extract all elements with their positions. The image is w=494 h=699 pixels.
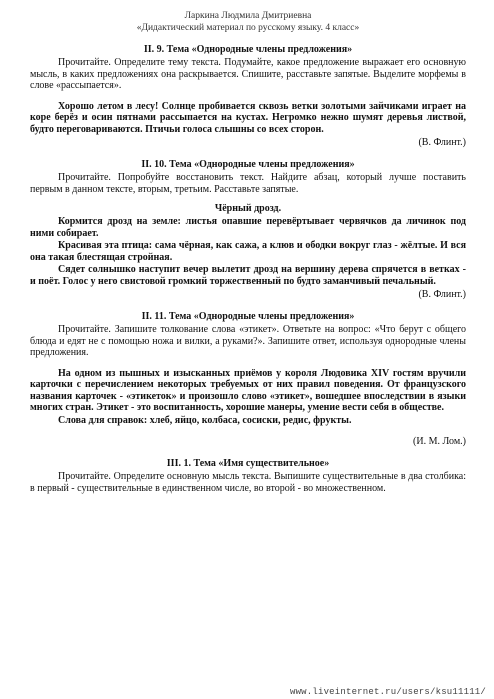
section-title: III. 1. Тема «Имя существительное» [166,458,330,469]
section-title: II. 9. Тема «Однородные члены предложения» [143,44,353,55]
text-title: Чёрный дрозд. [214,203,282,214]
exercise-paragraph: Сядет солнышко наступит вечер вылетит дрозд на вершину дерева спрячется в ветках - и поёт. Голос у него свистовой громкий торжественный по будто заманчивый печальный. [30,264,466,287]
watermark-url: www.liveinternet.ru/users/ksu11111/ [289,687,486,697]
document-page [30,10,466,494]
exercise-paragraph: Красивая эта птица: сама чёрная, как сажа, а клюв и ободки вокруг глаз - жёлтые. И вся она такая блестящая стройная. [30,240,466,263]
section-title: II. 11. Тема «Однородные члены предложения» [141,311,355,322]
task-text: Прочитайте. Запишите толкование слова «этикет». Ответьте на вопрос: «Что берут с общего блюда и едят не с помощью ножа и вилки, а руками?». Запишите ответ, используя однородные члены предложения. [30,324,466,358]
task-text: Прочитайте. Определите основную мысль текста. Выпишите существительные в два столбика: в первый - существительные в единственном числе, во второй - во множественном. [30,471,466,494]
source-author: (В. Флинт.) [418,289,466,300]
section-title: II. 10. Тема «Однородные члены предложения» [141,159,355,170]
task-text: Прочитайте. Попробуйте восстановить текст. Найдите абзац, который лучше поставить первым в данном тексте, вторым, третьим. Расставьте запятые. [30,172,466,195]
exercise-text: На одном из пышных и изысканных приёмов у короля Людовика XIV гостям вручили карточки с перечислением некоторых требуемых от них правил поведения. От французского названия карточек - «этикеток» и произошло слово «этикет», вошедшее впоследствии в языки многих стран. Этикет - это воспитанность, хорошие манеры, умение вести себя в обществе. [30,367,466,413]
header-subtitle: «Дидактический материал по русскому языку. 4 класс» [136,23,360,33]
exercise-paragraph: Кормится дрозд на земле: листья опавшие перевёртывает червячков да личинок под ними собирает. [30,216,466,239]
help-words: Слова для справок: хлеб, яйцо, колбаса, сосиски, редис, фрукты. [58,414,352,426]
exercise-text: Хорошо летом в лесу! Солнце пробивается сквозь ветки золотыми зайчиками играет на коре берёз и осин пятнами рассыпается на кустах. Негромко нежно шумят деревья листвой, будто переговариваются. Птичьи голоса слышны со всех сторон. [30,100,466,135]
source-author: (В. Флинт.) [418,137,466,148]
source-author: (И. М. Лом.) [413,436,466,447]
header-author: Ларкина Людмила Дмитриевна [184,11,312,21]
task-text: Прочитайте. Определите тему текста. Подумайте, какое предложение выражает его основную мысль, в каких предложениях она раскрывается. Спишите, расставьте запятые. Выделите морфемы в слове «рассыпается». [30,57,466,91]
